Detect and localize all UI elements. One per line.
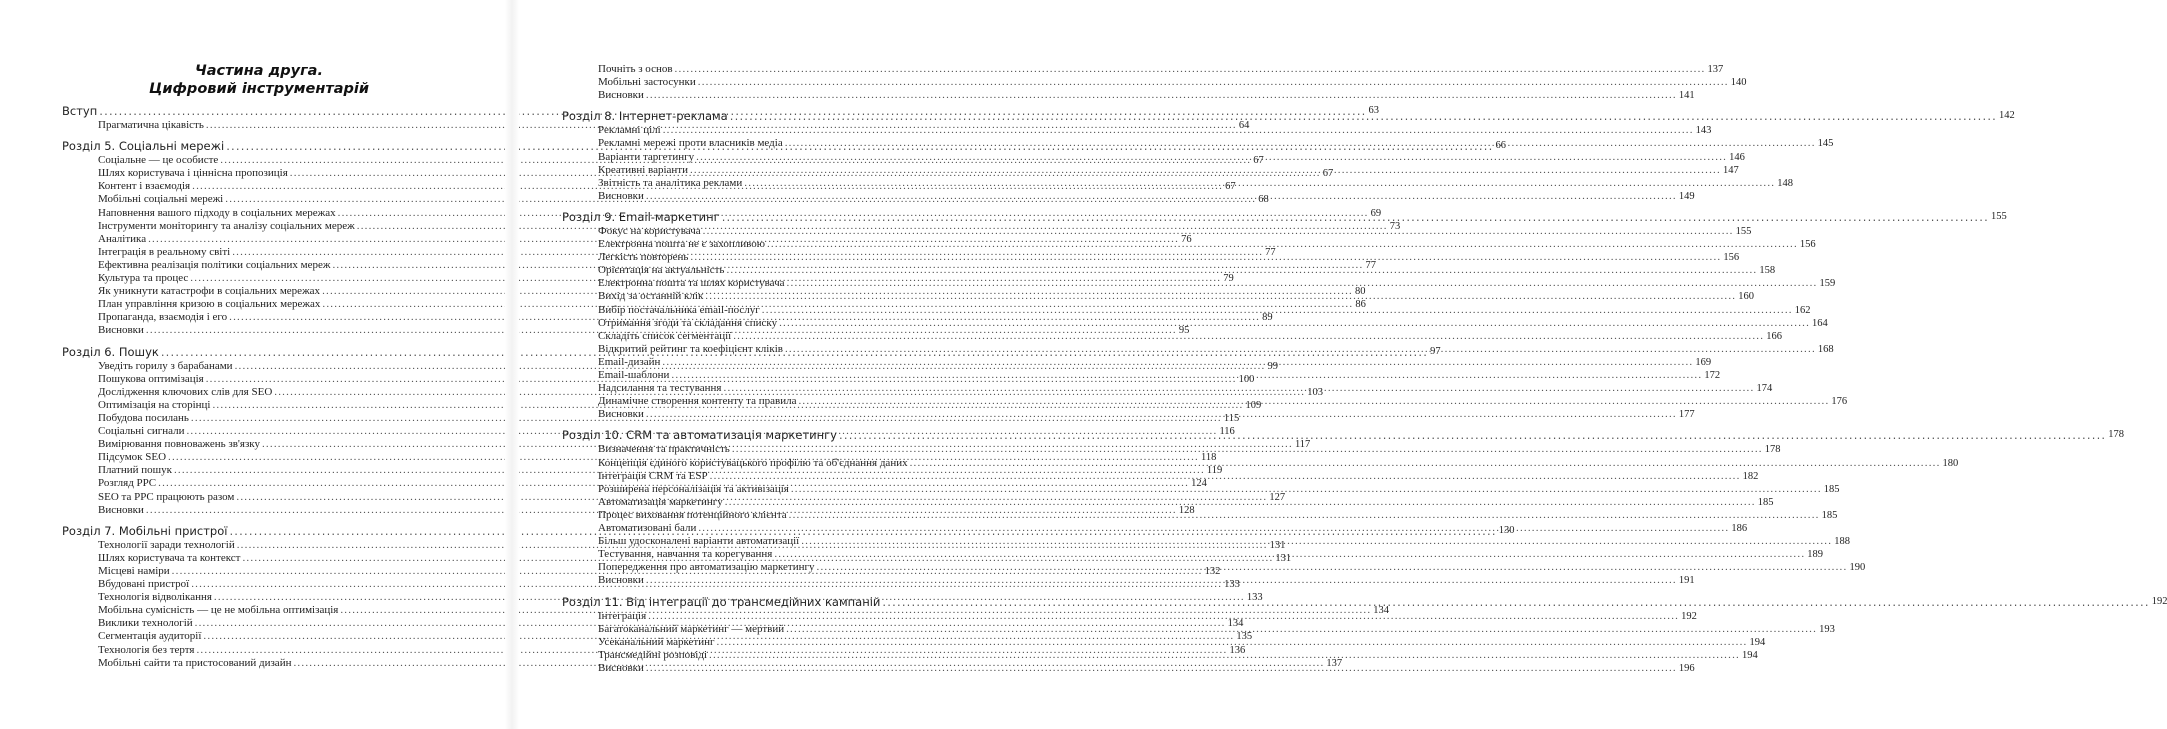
toc-page-number: 191 (1678, 575, 1695, 587)
toc-entry-title: Багатоканальний маркетинг — мертвий (598, 622, 785, 635)
toc-entry-title: Вимірювання повноважень зв'язку (98, 438, 260, 451)
toc-page-number: 142 (1999, 110, 2015, 122)
toc-page-number: 169 (1695, 356, 1712, 368)
toc-entry-title: Почніть з основ (598, 63, 673, 75)
toc-page-number: 64 (1238, 120, 1250, 131)
dot-leader (785, 137, 1816, 150)
toc-entry (562, 63, 1724, 76)
toc-entry-title: Оптимізація на сторінці (98, 398, 211, 411)
dot-leader (646, 190, 1677, 203)
toc-entry-title: Технологія відволікання (98, 591, 212, 604)
dot-leader (779, 317, 1810, 330)
dot-leader (789, 509, 1820, 522)
dot-leader (709, 649, 1740, 662)
toc-page-number: 168 (1817, 343, 1834, 355)
toc-page-number: 155 (1991, 210, 2007, 222)
toc-section-title: Розділ 8. Інтернет-реклама (562, 109, 728, 124)
dot-leader (646, 89, 1677, 102)
toc-entry-title: Контент і взаємодія (98, 180, 191, 193)
toc-entry-title: Побудова посилань (98, 411, 189, 424)
toc-page-number: 176 (1831, 396, 1848, 408)
toc-page-number: 67 (1253, 155, 1264, 167)
dot-leader (722, 209, 1989, 225)
toc-page-number: 67 (1322, 168, 1334, 180)
toc-entry-title: Пошукова оптимізація (98, 372, 204, 385)
toc-entry-title: Інтеграція CRM та ESP (598, 469, 708, 482)
toc-page-number: 185 (1757, 496, 1774, 508)
toc-entry-title: Висновки (598, 661, 644, 674)
toc-entry-title: Мобільні сайти та пристосований дизайн (98, 656, 292, 669)
toc-page-number: 76 (1181, 233, 1192, 245)
toc-entry-title: SEO та PPC працюють разом (98, 490, 235, 503)
dot-leader (646, 574, 1677, 587)
toc-entry (562, 76, 1747, 89)
toc-entry-title: Фокус на користувача (598, 224, 701, 237)
dot-leader (710, 470, 1741, 483)
toc-page-number: 63 (1368, 105, 1380, 116)
dot-leader (671, 369, 1702, 382)
toc-page-number: 159 (1819, 278, 1836, 290)
dot-leader (730, 108, 1997, 124)
toc-page-number: 143 (1695, 125, 1712, 137)
toc-entry-title: Електронна пошта не є захопливою (598, 238, 765, 250)
toc-entry-title: Звітність та аналітика реклами (598, 176, 743, 189)
toc-page-number: 196 (1678, 662, 1695, 674)
toc-page-number: 135 (1236, 631, 1253, 643)
toc-page-number: 174 (1756, 383, 1773, 395)
toc-entry-title: Рекламні цілі (598, 124, 661, 137)
toc-page-number: 73 (1389, 220, 1401, 232)
toc-entry-title: Креативні варіанти (598, 163, 688, 176)
dot-leader (675, 63, 1706, 76)
toc-page-number: 141 (1678, 90, 1695, 102)
toc-page-number: 97 (1430, 345, 1441, 357)
dot-leader (744, 177, 1775, 190)
toc-section-title: Розділ 6. Пошук (62, 344, 159, 359)
toc-page-number: 178 (2108, 429, 2125, 441)
toc-entry-title: Інтеграція в реальному світі (98, 245, 231, 258)
toc-page-number: 133 (1224, 579, 1240, 590)
toc-entry-title: План управління кризою в соціальних мережах (98, 298, 321, 311)
toc-page-number: 80 (1355, 286, 1366, 298)
toc-page-number: 77 (1365, 259, 1376, 271)
toc-entry-title: Ефективна реалізація політики соціальних мереж (98, 258, 331, 271)
dot-leader (705, 290, 1736, 303)
toc-page-number: 140 (1730, 77, 1747, 89)
toc-entry-title: Автоматизовані бали (598, 522, 697, 534)
toc-entry-title: Динамічне створення контенту та правила (598, 395, 797, 408)
toc-entry-title: Інструменти моніторингу та аналізу соціальних мереж (98, 219, 355, 232)
toc-page-number: 190 (1849, 562, 1866, 574)
toc-page-number: 137 (1707, 64, 1724, 75)
dot-leader (663, 124, 1694, 137)
toc-page-number: 69 (1370, 207, 1382, 219)
toc-page-number: 193 (1819, 623, 1835, 635)
toc-entry-title: Як уникнути катастрофи в соціальних мережах (98, 285, 321, 298)
toc-entry-title: Електронна пошта та шлях користувача (598, 277, 785, 290)
toc-entry-title: Мобільна сумісність — це не мобільна оптимізація (98, 604, 339, 617)
toc-page-number: 182 (1742, 470, 1759, 482)
toc-entry-title: Email-дизайн (598, 355, 661, 368)
dot-leader (648, 610, 1679, 623)
toc-page-number: 136 (1229, 644, 1246, 656)
toc-entry-title: Висновки (98, 503, 144, 516)
toc-entry-title: Виклики технологій (98, 617, 193, 630)
toc-page-number: 131 (1269, 539, 1286, 551)
dot-leader (767, 238, 1798, 251)
toc-section-title: Розділ 11. Від інтеграції до трансмедійних кампаній (562, 594, 881, 609)
toc-page-number: 134 (1227, 618, 1244, 630)
toc-entry-title: Інтеграція (598, 609, 647, 622)
dot-leader (662, 356, 1693, 369)
toc-page-number: 189 (1807, 549, 1824, 561)
dot-leader (725, 496, 1756, 509)
toc-page-number: 194 (1741, 649, 1758, 661)
dot-leader (762, 304, 1793, 317)
toc-entry-title: Технологія без тертя (98, 643, 195, 656)
toc-page-number: 95 (1178, 325, 1190, 337)
toc-page-number: 86 (1355, 299, 1366, 311)
dot-leader (703, 225, 1734, 238)
toc-entry-title: Рекламні мережі проти власників медіа (598, 137, 783, 150)
toc-page-number: 115 (1223, 412, 1240, 424)
toc-section-title: Розділ 10. CRM та автоматизація маркетингу (562, 428, 837, 443)
dot-leader (882, 594, 2149, 610)
toc-entry-title: Прагматична цікавість (98, 119, 204, 131)
toc-page-number: 160 (1738, 291, 1754, 303)
toc-page-number: 79 (1223, 273, 1234, 284)
toc-entry-title: Попередження про автоматизацію маркетингу (598, 561, 815, 574)
toc-entry-title: Усеканальний маркетинг (598, 635, 715, 648)
toc-page-number: 192 (1681, 610, 1697, 622)
toc-entry-title: Культура та процес (98, 272, 189, 284)
toc-entry (562, 89, 1695, 102)
toc-entry-title: Місцеві наміри (98, 564, 170, 577)
toc-entry-title: Мобільні соціальні мережі (98, 193, 224, 206)
toc-page-number: 117 (1294, 439, 1311, 451)
toc-entry-title: Розширена персоналізація та активізація (598, 482, 789, 495)
toc-entry-title: Вибір постачальника email-послуг (598, 303, 760, 316)
dot-leader (696, 151, 1727, 164)
toc-page-number: 100 (1238, 373, 1255, 385)
toc-entry-title: Підсумок SEO (98, 451, 167, 464)
dot-leader (698, 76, 1729, 89)
toc-page-number: 164 (1812, 317, 1828, 329)
toc-entry-title: Розгляд PPC (98, 477, 157, 490)
toc-page-number: 67 (1225, 181, 1236, 193)
toc-page-number: 134 (1373, 605, 1390, 617)
toc-entry-title: Пропаганда, взаємодія і его (98, 311, 228, 324)
toc-page-number: 147 (1722, 164, 1739, 176)
toc-entry-title: Висновки (598, 408, 644, 421)
dot-leader (791, 483, 1822, 496)
toc-entry-title: Висновки (598, 574, 644, 587)
toc-entry-title: Наповнення вашого підходу в соціальних мережах (98, 206, 336, 219)
toc-page-number: 132 (1204, 565, 1221, 577)
toc-entry-title: Складіть список сегментації (598, 329, 732, 342)
dot-leader (733, 330, 1764, 343)
dot-leader (690, 251, 1721, 264)
toc-page-number: 131 (1275, 552, 1292, 564)
toc-page-number: 127 (1269, 491, 1286, 503)
toc-entry-title: Уведіть горилу з барабанами (98, 359, 233, 372)
toc-entry-title: Трансмедійні розповіді (598, 648, 708, 661)
toc-entry-title: Варіанти таргетингу (598, 150, 695, 163)
dot-leader (690, 164, 1721, 177)
dot-leader (798, 395, 1829, 408)
toc-entry-title: Мобільні застосунки (598, 76, 696, 89)
toc-entry-title: Отримання згоди та складання списку (598, 316, 778, 329)
toc-page-number: 66 (1495, 140, 1506, 152)
dot-leader (717, 636, 1748, 649)
toc-page-number: 89 (1262, 312, 1273, 324)
toc-entry-title: Тестування, навчання та корегування (598, 548, 773, 561)
toc-page-number: 166 (1766, 330, 1782, 342)
toc-entry-title: Соціальне — це особисте (98, 154, 219, 167)
toc-entry-title: Соціальні сигнали (98, 425, 185, 437)
toc-entry-title: Дослідження ключових слів для SEO (98, 385, 273, 398)
toc-page-number: 103 (1307, 386, 1323, 398)
toc-page-number: 119 (1206, 465, 1223, 477)
dot-leader (786, 623, 1817, 636)
toc-entry-title: Орієнтація на актуальність (598, 264, 725, 277)
dot-leader (787, 277, 1818, 290)
toc-entry-title: Висновки (98, 324, 144, 337)
dot-leader (785, 343, 1816, 356)
toc-entry-title: Технології заради технологій (98, 538, 235, 551)
toc-entry-title: Сегментація аудиторії (98, 630, 202, 643)
dot-leader (698, 522, 1729, 535)
toc-entry-title: Вихід за останній клік (598, 290, 704, 303)
toc-page-number: 185 (1821, 509, 1838, 521)
toc-entry-title: Шлях користувача і ціннісна пропозиція (98, 167, 288, 180)
toc-page-number: 192 (2151, 595, 2167, 607)
toc-page-number: 99 (1267, 360, 1279, 372)
toc-section-title: Розділ 7. Мобільні пристрої (62, 523, 228, 538)
toc-page-number: 186 (1731, 523, 1748, 534)
toc-entry-title: Аналітика (98, 232, 147, 245)
toc-page-number: 148 (1777, 177, 1793, 189)
dot-leader (910, 457, 1941, 470)
toc-page-number: 180 (1942, 457, 1959, 469)
toc-page-number: 156 (1723, 252, 1740, 264)
part-subtitle: Цифровий інструментарій (148, 81, 370, 97)
toc-page-number: 145 (1817, 138, 1834, 150)
toc-page-number: 109 (1245, 399, 1262, 411)
toc-page-number: 149 (1678, 190, 1695, 202)
toc-page-number: 172 (1704, 370, 1721, 381)
toc-page-number: 133 (1246, 592, 1263, 604)
dot-leader (839, 427, 2106, 443)
toc-entry-title: Платний пошук (98, 464, 172, 477)
toc-page-number: 77 (1265, 246, 1276, 258)
toc-page-number: 158 (1759, 265, 1776, 277)
toc-entry-title: Визначення та практичність (598, 443, 730, 456)
toc-entry-title: Легкість повторень (598, 251, 689, 264)
toc-page-number: 130 (1498, 524, 1515, 536)
toc-entry-title: Процес виховання потенційного клієнта (598, 508, 787, 521)
dot-leader (724, 382, 1755, 395)
toc-entry-title: Висновки (598, 189, 644, 202)
dot-leader (726, 264, 1757, 277)
toc-entry-title: Шлях користувача та контекст (98, 551, 241, 564)
toc-page-number: 118 (1200, 452, 1217, 464)
toc-entry-title: Висновки (598, 89, 644, 102)
toc-section-title: Вступ (62, 104, 98, 118)
toc-entry-title: Концепція єдиного користувацького профілю та об'єднання даних (598, 456, 908, 469)
toc-entry-title: Вбудовані пристрої (98, 578, 190, 590)
toc-page-number: 155 (1735, 225, 1752, 237)
dot-leader (732, 443, 1763, 456)
toc-page-number: 194 (1749, 636, 1766, 648)
toc-entry-title: Відкритий рейтинг та коефіцієнт кліків (598, 342, 783, 355)
dot-leader (774, 548, 1805, 561)
dot-leader (646, 408, 1677, 421)
toc-page-number: 146 (1729, 151, 1745, 163)
toc-entry-title: Більш удосконалені варіанти автоматизації (598, 535, 800, 548)
toc-entry-title: Email-шаблони (598, 369, 670, 381)
toc-page-number: 137 (1326, 657, 1343, 669)
toc-page-number: 68 (1258, 194, 1269, 206)
toc-page-number: 188 (1834, 536, 1850, 548)
toc-section-title: Розділ 5. Соціальні мережі (62, 139, 225, 154)
toc-page-number: 185 (1823, 483, 1840, 495)
toc-page-number: 116 (1219, 426, 1235, 437)
dot-leader (801, 535, 1832, 548)
toc-section-title: Розділ 9. Email-маркетинг (562, 209, 720, 224)
dot-leader (817, 561, 1848, 574)
toc-entry-title: Надсилання та тестування (598, 382, 722, 395)
toc-page-number: 177 (1678, 409, 1695, 421)
toc-entry-title: Автоматизація маркетингу (598, 495, 723, 508)
toc-page-number: 178 (1764, 444, 1781, 456)
dot-leader (646, 662, 1677, 675)
toc-page-number: 124 (1191, 478, 1207, 490)
toc-page-number: 128 (1178, 504, 1195, 516)
part-title: Частина друга. (195, 63, 323, 79)
toc-page-number: 162 (1794, 304, 1811, 316)
toc-page-number: 156 (1799, 239, 1816, 250)
